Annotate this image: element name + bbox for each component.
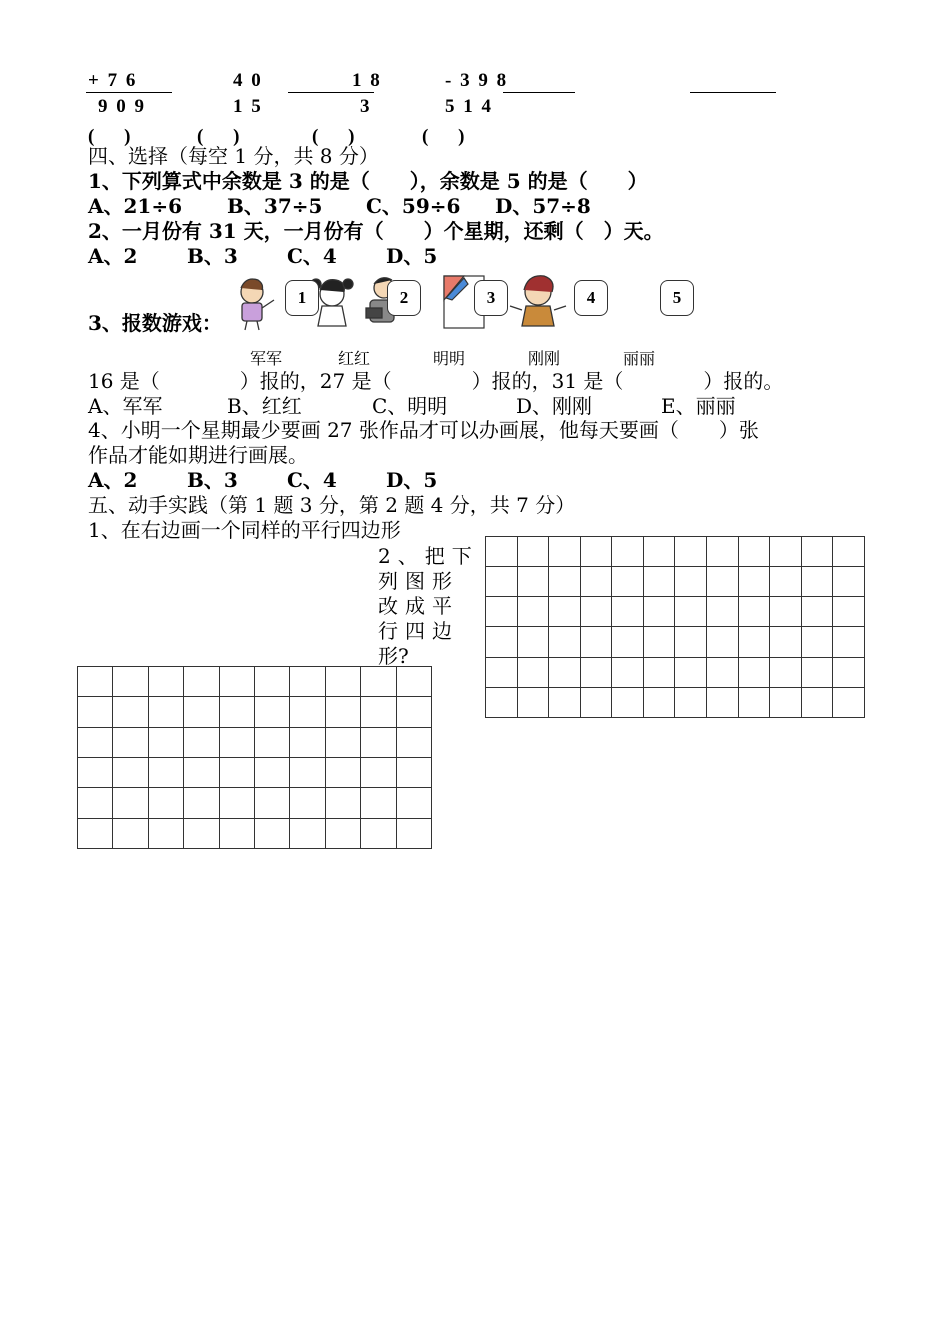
arith-answer-4: ( ) bbox=[422, 126, 467, 147]
bubble-1: 1 bbox=[285, 280, 319, 316]
arith-line-1 bbox=[86, 92, 172, 93]
question-4-2: 2、一月份有 31 天，一月份有（ ）个星期，还剩（ ）天。 bbox=[88, 219, 664, 243]
q2-option-c: C、4 bbox=[287, 244, 337, 268]
bubble-5: 5 bbox=[660, 280, 694, 316]
q4-option-c: C、4 bbox=[287, 468, 337, 492]
q4-option-b: B、3 bbox=[187, 468, 238, 492]
arith-bottom-3: 3 bbox=[360, 96, 372, 117]
grid-left bbox=[77, 666, 432, 849]
bubble-3: 3 bbox=[474, 280, 508, 316]
bubble-4: 4 bbox=[574, 280, 608, 316]
name-honghong: 红红 bbox=[338, 349, 371, 368]
section-5-title: 五、动手实践（第 1 题 3 分，第 2 题 4 分，共 7 分） bbox=[88, 493, 576, 517]
arith-line-4 bbox=[690, 92, 776, 93]
q1-option-b: B、37÷5 bbox=[227, 194, 323, 218]
q3-option-b: B、红红 bbox=[227, 394, 302, 418]
q4-option-a: A、2 bbox=[88, 468, 138, 492]
arith-bottom-4: 5 1 4 bbox=[445, 96, 493, 117]
arith-line-2 bbox=[288, 92, 374, 93]
name-junjun: 军军 bbox=[250, 349, 283, 368]
question-5-1: 1、在右边画一个同样的平行四边形 bbox=[88, 518, 401, 542]
arith-bottom-2: 1 5 bbox=[233, 96, 263, 117]
question-4-4-line-1: 4、小明一个星期最少要画 27 张作品才可以办画展，他每天要画（ ）张 bbox=[88, 418, 759, 442]
arith-answer-3: ( ) bbox=[312, 126, 357, 147]
q3-option-c: C、明明 bbox=[372, 394, 448, 418]
question-4-3: 3、报数游戏： bbox=[88, 311, 222, 335]
name-ganggang: 刚刚 bbox=[528, 349, 561, 368]
bubble-2: 2 bbox=[387, 280, 421, 316]
kid-5-icon bbox=[510, 276, 566, 326]
q5-2-line-4: 行四边 bbox=[378, 619, 459, 643]
arith-line-3 bbox=[503, 92, 575, 93]
question-4-4-line-2: 作品才能如期进行画展。 bbox=[88, 443, 308, 467]
q2-option-b: B、3 bbox=[187, 244, 238, 268]
q2-option-d: D、5 bbox=[386, 244, 438, 268]
q5-2-line-3: 改成平 bbox=[378, 594, 459, 618]
arith-answer-2: ( ) bbox=[197, 126, 242, 147]
name-mingming: 明明 bbox=[433, 349, 466, 368]
name-lili: 丽丽 bbox=[623, 349, 656, 368]
arith-top-1: + 7 6 bbox=[88, 70, 138, 91]
section-4-title: 四、选择（每空 1 分，共 8 分） bbox=[88, 144, 379, 168]
grid-right bbox=[485, 536, 865, 718]
arith-top-2: 4 0 bbox=[233, 70, 263, 91]
q3-option-e: E、丽丽 bbox=[661, 394, 736, 418]
q5-2-line-5: 形? bbox=[378, 644, 409, 668]
q1-option-a: A、21÷6 bbox=[88, 194, 183, 218]
arith-top-3: 1 8 bbox=[352, 70, 382, 91]
q4-option-d: D、5 bbox=[386, 468, 438, 492]
arith-top-4: - 3 9 8 bbox=[445, 70, 509, 91]
q2-option-a: A、2 bbox=[88, 244, 138, 268]
q5-2-line-1: 2、把下 bbox=[378, 544, 479, 568]
q1-option-c: C、59÷6 bbox=[366, 194, 461, 218]
question-4-3-line: 16 是（ ）报的，27 是（ ）报的，31 是（ ）报的。 bbox=[88, 369, 784, 393]
arith-bottom-1: 9 0 9 bbox=[98, 96, 146, 117]
question-4-1: 1、下列算式中余数是 3 的是（ ），余数是 5 的是（ ） bbox=[88, 169, 648, 193]
arith-answer-1: ( ) bbox=[88, 126, 133, 147]
q3-option-a: A、军军 bbox=[88, 394, 163, 418]
q3-option-d: D、刚刚 bbox=[516, 394, 593, 418]
q1-option-d: D、57÷8 bbox=[495, 194, 591, 218]
q5-2-line-2: 列图形 bbox=[378, 569, 459, 593]
kid-1-icon bbox=[241, 279, 274, 330]
